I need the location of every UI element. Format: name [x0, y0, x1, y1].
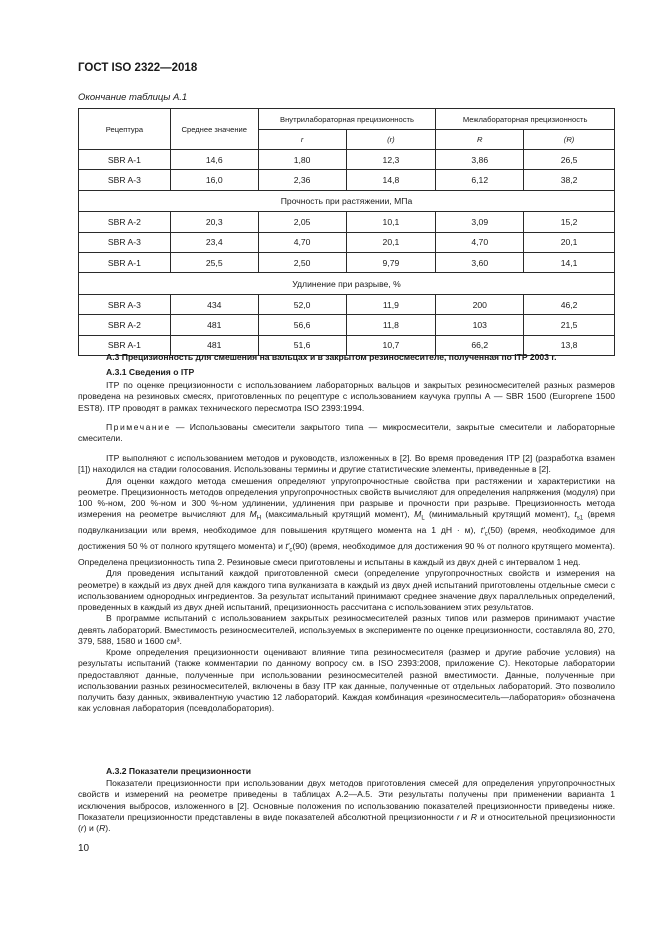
- subheader-R-relative: (R): [524, 130, 615, 150]
- table-cell: 1,80: [258, 150, 346, 170]
- table-cell: 56,6: [258, 315, 346, 335]
- table-cell: 16,0: [170, 170, 258, 190]
- table-cell: 38,2: [524, 170, 615, 190]
- table-cell: 9,79: [346, 253, 436, 273]
- table-cell: SBR A-1: [79, 150, 171, 170]
- table-cell: 2,05: [258, 212, 346, 232]
- col-header-recipe: Рецептура: [79, 109, 171, 150]
- table-cell: SBR A-2: [79, 315, 171, 335]
- table-cell: 20,3: [170, 212, 258, 232]
- table-group-tensile: [79, 212, 615, 273]
- table-cell: 103: [436, 315, 524, 335]
- paragraph-program: В программе испытаний с использованием закрытых резиносмесителей разных типов или размеров принимают участие девять лабораторий. Вместимость резиносмесителей, используемых в эксперименте по оценке прецизионности, составляла 80, 270, 379, 588, 1580 и 1600 см³.: [78, 613, 615, 646]
- table-cell: 3,60: [436, 253, 524, 273]
- table-cell: 2,36: [258, 170, 346, 190]
- paragraph-itp-intro: ITP по оценке прецизионности с использованием лабораторных вальцов и закрытых резиносмесителей разных размеров проведена на резиновых смесях, приготовленных по рецептуре с использованием каучука группы А — SBR 1500 (Europrene 1500 EST8). ITP проводят в рамках технического пересмотра ISO 2393:1994.: [78, 380, 615, 413]
- table-cell: 6,12: [436, 170, 524, 190]
- page-number: 10: [78, 843, 90, 854]
- note-paragraph: [78, 422, 615, 445]
- table-cell: 20,1: [524, 232, 615, 252]
- section-a31-title: А.3.1 Сведения о ITP: [106, 367, 195, 377]
- table-cell: 4,70: [436, 232, 524, 252]
- table-row: [79, 170, 615, 190]
- table-cell: 66,2: [436, 335, 524, 355]
- precision-table: [78, 108, 615, 356]
- table-row: [79, 315, 615, 335]
- table-cell: 51,6: [258, 335, 346, 355]
- table-cell: 52,0: [258, 294, 346, 314]
- body-text-3: [78, 778, 615, 834]
- table-cell: 3,09: [436, 212, 524, 232]
- table-cell: 26,5: [524, 150, 615, 170]
- col-header-mean: Среднее значение: [170, 109, 258, 150]
- table-cell: 46,2: [524, 294, 615, 314]
- table-cell: 23,4: [170, 232, 258, 252]
- section-tensile-strength: Прочность при растяжении, МПа: [79, 190, 615, 212]
- document-header: ГОСТ ISO 2322—2018: [78, 62, 198, 74]
- body-text-2: [78, 453, 615, 715]
- note-text: — Использованы смесители закрытого типа — микросмесители, закрытые смесители и лабораторные смесители.: [78, 422, 615, 444]
- table-cell: SBR A-3: [79, 232, 171, 252]
- table-cell: 11,8: [346, 315, 436, 335]
- section-elongation: Удлинение при разрыве, %: [79, 273, 615, 295]
- table-cell: 13,8: [524, 335, 615, 355]
- table-row: [79, 212, 615, 232]
- paragraph-precision-indicators: Показатели прецизионности при использовании двух методов приготовления смесей для определения упругопрочностных свойств и измерений на реометре приведены в таблицах А.2—А.5. Эти результаты получены при применении варианта 1 исключения выбросов, изложенного в [2]. Основные положения по использованию показателей прецизионности приведены ниже. Показатели прецизионности представлены в виде показателей абсолютной прецизионности r и R и относительной прецизионности (r) и (R).: [78, 778, 616, 833]
- table-cell: 2,50: [258, 253, 346, 273]
- section-a32-title: А.3.2 Показатели прецизионности: [106, 766, 251, 776]
- table-group-first: [79, 150, 615, 191]
- table-cell: SBR A-1: [79, 335, 171, 355]
- table-cell: 14,8: [346, 170, 436, 190]
- table-cell: 14,1: [524, 253, 615, 273]
- paragraph-mixer-influence: Кроме определения прецизионности оценивают влияние типа резиносмесителя (размер и другие рабочие условия) на результаты испытаний (также комментарии по данному вопросу см. в ISO 2393:2008, приложение С). Некоторые лаборатории предоставляют данные, полученные при использовании резиносмесителей разной вместимости. Данные, полученные при использовании разных резиносмесителей, включены в базу ITP как данные, полученные от отдельных лабораторий. Это позволило получить базу данных, эквивалентную участию 12 лабораторий. Каждая комбинация «резиносмеситель—лаборатория» обозначена как условная лаборатория (псевдолаборатория).: [78, 647, 615, 714]
- table-caption: Окончание таблицы А.1: [78, 92, 188, 103]
- table-cell: 11,9: [346, 294, 436, 314]
- table-row: [79, 294, 615, 314]
- table-cell: 20,1: [346, 232, 436, 252]
- subheader-r-relative: (r): [346, 130, 436, 150]
- table-row: [79, 253, 615, 273]
- table-cell: 200: [436, 294, 524, 314]
- paragraph-itp-methods: ITP выполняют с использованием методов и руководств, изложенных в [2]. Во время проведения ITP [2] (разработка взамен [1]) находился на стадии голосования. Использованы термины и другие статистические элементы, приведенные в [2].: [78, 453, 615, 475]
- table-cell: 15,2: [524, 212, 615, 232]
- table-cell: 21,5: [524, 315, 615, 335]
- table-cell: 3,86: [436, 150, 524, 170]
- table-group-elongation: [79, 294, 615, 355]
- col-header-within-lab: Внутрилабораторная прецизионность: [258, 109, 436, 130]
- note-label: Примечание: [106, 422, 171, 432]
- table-row: [79, 150, 615, 170]
- table-cell: 12,3: [346, 150, 436, 170]
- note-block: [78, 422, 615, 445]
- table-cell: 10,7: [346, 335, 436, 355]
- table-cell: SBR A-1: [79, 253, 171, 273]
- subheader-R: R: [436, 130, 524, 150]
- col-header-between-lab: Межлабораторная прецизионность: [436, 109, 615, 130]
- table-row: [79, 232, 615, 252]
- subheader-r: r: [258, 130, 346, 150]
- section-a3-title: А.3 Прецизионность для смешения на вальцах и в закрытом резиносмесителе, полученная по ITP 2003 г.: [106, 352, 557, 362]
- table-cell: 481: [170, 315, 258, 335]
- table-cell: SBR A-3: [79, 294, 171, 314]
- table-cell: SBR A-3: [79, 170, 171, 190]
- table-cell: 14,6: [170, 150, 258, 170]
- paragraph-evaluation: Для оценки каждого метода смешения определяют упругопрочностные свойства при растяжении и характеристики на реометре. Прецизионность методов определения упругопрочностных свойств вычисляют для определения напряжения (модуля) при 100 %-ном, 200 %-ном и 300 %-ном удлинении, удлинения при разрыве и прочности при разрыве. Прецизионность метода измерения на реометре вычисляют для $M_H$ (максимальный крутящий момент), $M_L$ (минимальный крутящий момент), $t_{s1}$ (время подвулканизации или время, необходимое для повышения крутящего момента на 1 дН · м), $t'_c(50)$ (время, необходимое для достижения 50 % от полного крутящего момента) и $t'_c(90)$ (время, необходимое для достижения 90 % от полного крутящего момента). Определена прецизионность типа 2. Резиновые смеси приготовлены и испытаны в каждый из двух дней с интервалом 1 нед.: [78, 475, 615, 568]
- table-cell: 4,70: [258, 232, 346, 252]
- paragraph-testing: Для проведения испытаний каждой приготовленной смеси (определение упругопрочностных свойств и измерения на реометре) в каждый из двух дней для каждого типа вулканизата в каждый из двух дней испытаний приготовлены отдельные смеси с использованием однородных ингредиентов. За результат испытаний принимают среднее значение двух параллельных определений, проведенных в каждый из двух дней испытаний, прецизионность рассчитана с использованием этих результатов.: [78, 568, 615, 613]
- table-cell: 481: [170, 335, 258, 355]
- table-cell: SBR A-2: [79, 212, 171, 232]
- table-cell: 10,1: [346, 212, 436, 232]
- body-text-1: [78, 380, 615, 414]
- table-cell: 25,5: [170, 253, 258, 273]
- table-cell: 434: [170, 294, 258, 314]
